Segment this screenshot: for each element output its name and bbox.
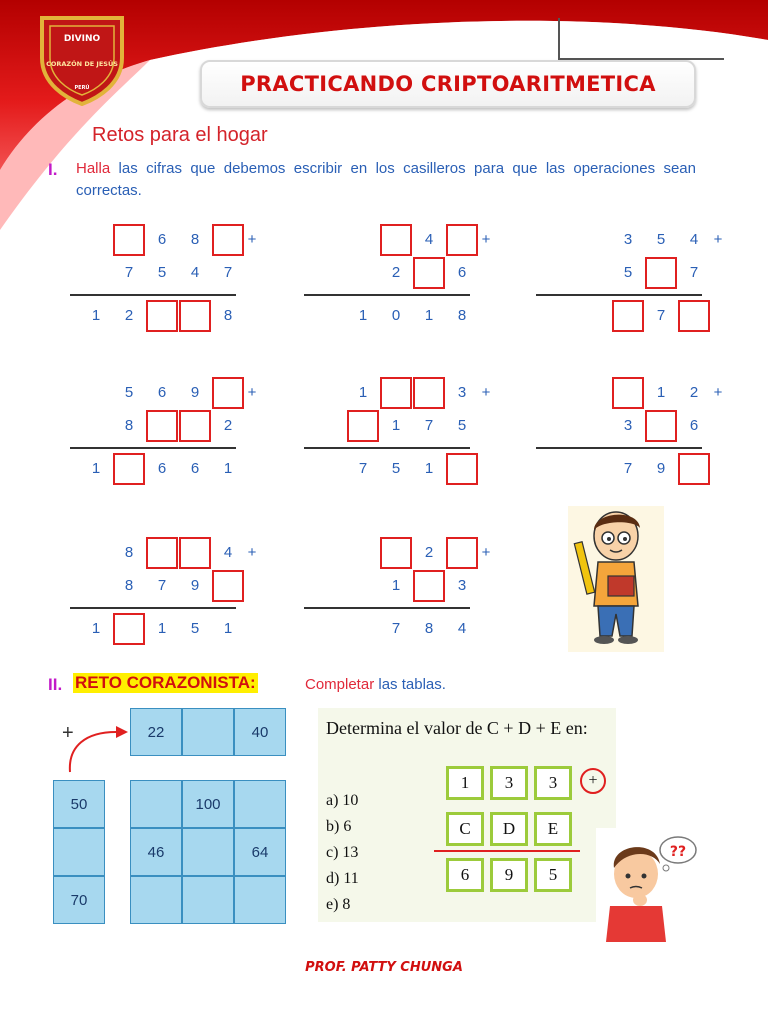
digit: 2 — [689, 384, 699, 401]
digit: 4 — [223, 544, 233, 561]
puzzle-cell: 6 — [446, 858, 484, 892]
table-left-cell: 50 — [53, 780, 105, 828]
answer-box[interactable] — [113, 224, 145, 256]
answer-box[interactable] — [347, 410, 379, 442]
plus-operator: + — [481, 544, 491, 561]
digit: 2 — [424, 544, 434, 561]
table-top-cell: 22 — [130, 708, 182, 756]
digit: 1 — [223, 460, 233, 477]
section-1-instruction — [76, 158, 696, 202]
puzzle-sum-line — [434, 850, 580, 852]
puzzle-cell: 1 — [446, 766, 484, 800]
digit: 5 — [391, 460, 401, 477]
answer-box[interactable] — [645, 257, 677, 289]
puzzle-cell: C — [446, 812, 484, 846]
digit: 1 — [424, 307, 434, 324]
sum-line — [536, 447, 702, 449]
plus-operator: + — [713, 384, 723, 401]
answer-box[interactable] — [612, 300, 644, 332]
digit: 9 — [656, 460, 666, 477]
digit: 4 — [689, 231, 699, 248]
digit: 2 — [223, 417, 233, 434]
answer-box[interactable] — [413, 377, 445, 409]
digit: 2 — [124, 307, 134, 324]
digit: 6 — [190, 460, 200, 477]
puzzle-cell: 9 — [490, 858, 528, 892]
section-2-number: II. — [48, 675, 63, 694]
student-illustration — [568, 506, 664, 652]
digit: 1 — [157, 620, 167, 637]
subtitle: Retos para el hogar — [92, 124, 268, 146]
plus-operator: + — [481, 231, 491, 248]
digit: 1 — [91, 307, 101, 324]
sum-line — [304, 607, 470, 609]
answer-box[interactable] — [113, 613, 145, 645]
puzzle-cell: 3 — [490, 766, 528, 800]
answer-box[interactable] — [113, 453, 145, 485]
answer-box[interactable] — [212, 224, 244, 256]
school-logo — [36, 14, 128, 106]
logo-mid-text: CORAZÓN DE JESÚS — [46, 60, 118, 68]
answer-box[interactable] — [446, 537, 478, 569]
digit: 5 — [124, 384, 134, 401]
digit: 8 — [124, 577, 134, 594]
digit: 9 — [190, 577, 200, 594]
digit: 5 — [457, 417, 467, 434]
digit: 3 — [623, 417, 633, 434]
puzzle-question: Determina el valor de C + D + E en: — [326, 718, 588, 738]
answer-box[interactable] — [380, 377, 412, 409]
sum-line — [304, 294, 470, 296]
plus-operator: + — [713, 231, 723, 248]
digit: 3 — [623, 231, 633, 248]
puzzle-card — [318, 708, 616, 922]
sum-line — [70, 447, 236, 449]
instruction-keyword: Halla — [76, 160, 111, 177]
digit: 1 — [223, 620, 233, 637]
answer-box[interactable] — [179, 410, 211, 442]
answer-box[interactable] — [179, 537, 211, 569]
puzzle-option: b) 6 — [326, 818, 352, 835]
answer-box[interactable] — [212, 570, 244, 602]
instruction-keyword-2: Completar — [305, 676, 375, 693]
reto-label: RETO CORAZONISTA: — [75, 673, 256, 692]
digit: 1 — [358, 384, 368, 401]
digit: 4 — [424, 231, 434, 248]
digit: 1 — [424, 460, 434, 477]
answer-box[interactable] — [380, 537, 412, 569]
answer-box[interactable] — [413, 570, 445, 602]
digit: 5 — [656, 231, 666, 248]
digit: 1 — [391, 417, 401, 434]
puzzle-cell: D — [490, 812, 528, 846]
answer-box[interactable] — [179, 300, 211, 332]
digit: 7 — [223, 264, 233, 281]
puzzle-cell: 5 — [534, 858, 572, 892]
deco-line-vertical — [558, 18, 560, 60]
puzzle-option: c) 13 — [326, 844, 359, 861]
table-plus-sign: + — [62, 722, 74, 744]
digit: 4 — [457, 620, 467, 637]
table-grid-cell: 100 — [182, 780, 234, 828]
digit: 1 — [91, 620, 101, 637]
digit: 8 — [190, 231, 200, 248]
table-left-cell: 70 — [53, 876, 105, 924]
thinking-boy-illustration — [596, 828, 700, 942]
table-grid-cell[interactable] — [130, 876, 182, 924]
answer-box[interactable] — [146, 537, 178, 569]
sum-line — [304, 447, 470, 449]
digit: 6 — [689, 417, 699, 434]
digit: 8 — [124, 544, 134, 561]
plus-operator: + — [481, 384, 491, 401]
digit: 7 — [656, 307, 666, 324]
digit: 1 — [358, 307, 368, 324]
logo-top-text: DIVINO — [63, 34, 101, 44]
digit: 7 — [689, 264, 699, 281]
puzzle-option: e) 8 — [326, 896, 351, 913]
page-title: PRACTICANDO CRIPTOARITMETICA — [240, 72, 656, 96]
digit: 8 — [457, 307, 467, 324]
answer-box[interactable] — [678, 453, 710, 485]
section-1-number: I. — [48, 160, 58, 179]
digit: 6 — [157, 384, 167, 401]
puzzle-option: d) 11 — [326, 870, 359, 887]
digit: 7 — [124, 264, 134, 281]
answer-box[interactable] — [212, 377, 244, 409]
puzzle-cell: 3 — [534, 766, 572, 800]
table-grid-cell: 64 — [234, 828, 286, 876]
answer-box[interactable] — [146, 410, 178, 442]
sum-line — [70, 294, 236, 296]
table-grid-cell: 46 — [130, 828, 182, 876]
digit: 6 — [457, 264, 467, 281]
digit: 9 — [190, 384, 200, 401]
answer-box[interactable] — [612, 377, 644, 409]
digit: 7 — [623, 460, 633, 477]
digit: 5 — [190, 620, 200, 637]
puzzle-plus-sign: + — [580, 768, 606, 794]
answer-box[interactable] — [678, 300, 710, 332]
digit: 2 — [391, 264, 401, 281]
logo-bottom-text: PERÚ — [74, 85, 90, 91]
digit: 0 — [391, 307, 401, 324]
digit: 8 — [424, 620, 434, 637]
digit: 6 — [157, 231, 167, 248]
digit: 1 — [391, 577, 401, 594]
table-grid-cell[interactable] — [234, 876, 286, 924]
answer-box[interactable] — [413, 257, 445, 289]
thought-text: ?? — [669, 844, 687, 860]
instruction-text-2: las tablas. — [374, 676, 446, 693]
table-top-cell: 40 — [234, 708, 286, 756]
digit: 1 — [656, 384, 666, 401]
sum-line — [536, 294, 702, 296]
digit: 3 — [457, 384, 467, 401]
answer-box[interactable] — [146, 300, 178, 332]
digit: 8 — [124, 417, 134, 434]
answer-box[interactable] — [446, 453, 478, 485]
plus-operator: + — [247, 384, 257, 401]
sum-line — [70, 607, 236, 609]
plus-operator: + — [247, 544, 257, 561]
table-top-cell[interactable] — [182, 708, 234, 756]
digit: 7 — [424, 417, 434, 434]
table-grid-cell[interactable] — [130, 780, 182, 828]
answer-box[interactable] — [380, 224, 412, 256]
title-banner — [200, 60, 696, 108]
table-grid-cell[interactable] — [234, 780, 286, 828]
digit: 7 — [358, 460, 368, 477]
puzzle-cell: E — [534, 812, 572, 846]
digit: 1 — [91, 460, 101, 477]
footer-author: PROF. PATTY CHUNGA — [305, 960, 463, 975]
table-grid-cell[interactable] — [182, 876, 234, 924]
digit: 7 — [391, 620, 401, 637]
table-left-cell[interactable] — [53, 828, 105, 876]
digit: 3 — [457, 577, 467, 594]
digit: 7 — [157, 577, 167, 594]
puzzle-option: a) 10 — [326, 792, 359, 809]
plus-operator: + — [247, 231, 257, 248]
table-grid-cell[interactable] — [182, 828, 234, 876]
instruction-text: las cifras que debemos escribir en los casilleros para que las operaciones sean correctas. — [76, 160, 696, 199]
curved-arrow-icon — [62, 722, 130, 774]
answer-box[interactable] — [446, 224, 478, 256]
digit: 8 — [223, 307, 233, 324]
digit: 4 — [190, 264, 200, 281]
section-2-instruction — [305, 676, 446, 693]
digit: 5 — [157, 264, 167, 281]
digit: 6 — [157, 460, 167, 477]
digit: 5 — [623, 264, 633, 281]
answer-box[interactable] — [645, 410, 677, 442]
